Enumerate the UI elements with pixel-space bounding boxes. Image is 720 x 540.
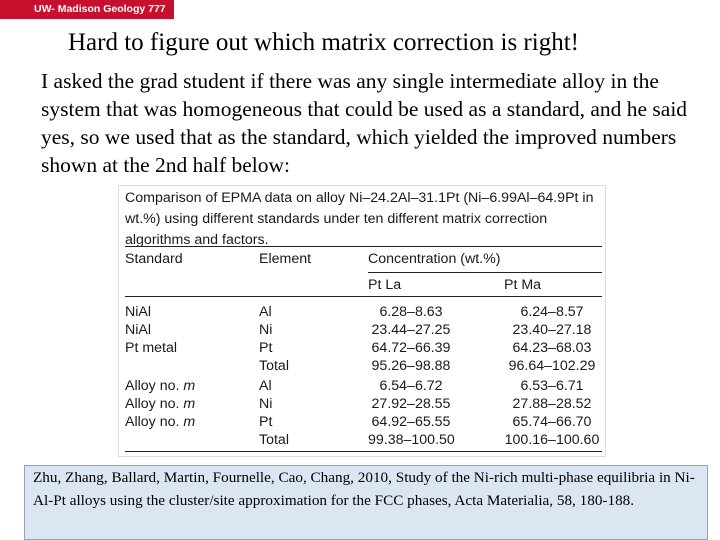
table-row (119, 303, 606, 321)
citation-text: Zhu, Zhang, Ballard, Martin, Fournelle, Cao, Chang, 2010, Study of the Ni-rich multi-phase equilibria in Ni-Al-Pt alloys using the cluster/site approximation for the FCC phases, Acta Materialia, 58, 180-188. (33, 469, 695, 509)
cell-standard-alloy-id: m (183, 396, 196, 412)
cell-pt-la: 6.54–6.72 (379, 378, 443, 394)
header-pt-ma: Pt Ma (504, 277, 542, 293)
cell-pt-la: 6.28–8.63 (379, 304, 443, 320)
cell-standard-text: Alloy no. (125, 414, 184, 430)
university-badge-text: UW- Madison Geology 777 (34, 3, 166, 15)
cell-standard-text: NiAl (125, 304, 152, 320)
cell-pt-ma: 6.24–8.57 (520, 304, 584, 320)
cell-standard-text: Pt metal (125, 340, 178, 356)
cell-pt-ma: 23.40–27.18 (512, 322, 592, 338)
cell-pt-ma: 96.64–102.29 (508, 358, 596, 374)
cell-standard (125, 339, 177, 357)
concentration-subrule (368, 272, 602, 273)
header-pt-la: Pt La (368, 277, 402, 293)
cell-pt-la: 64.72–66.39 (371, 340, 451, 356)
cell-standard (125, 395, 195, 413)
cell-pt-la: 95.26–98.88 (371, 358, 451, 374)
cell-standard (125, 413, 195, 431)
table-row (119, 357, 606, 375)
epma-comparison-table (118, 185, 606, 457)
table-caption: Comparison of EPMA data on alloy Ni–24.2Al–31.1Pt (Ni–6.99Al–64.9Pt in wt.%) using different standards under ten different matrix correction algorithms and factors. (125, 190, 594, 248)
cell-standard-text: Alloy no. (125, 378, 184, 394)
cell-pt-ma: 64.23–68.03 (512, 340, 592, 356)
cell-pt-ma: 65.74–66.70 (512, 414, 592, 430)
cell-pt-ma: 100.16–100.60 (504, 432, 600, 448)
cell-pt-la: 99.38–100.50 (368, 432, 455, 448)
header-standard: Standard (125, 251, 183, 267)
header-concentration: Concentration (wt.%) (368, 251, 501, 267)
cell-standard-alloy-id: m (183, 414, 196, 430)
cell-element: Al (259, 378, 272, 394)
university-badge (0, 0, 174, 19)
table-row (119, 339, 606, 357)
table-row (119, 395, 606, 413)
table-row (119, 413, 606, 431)
cell-element: Pt (259, 340, 273, 356)
cell-standard (125, 321, 151, 339)
cell-element: Total (259, 432, 289, 448)
cell-pt-la: 64.92–65.55 (371, 414, 451, 430)
cell-standard-alloy-id: m (183, 378, 196, 394)
citation-box (24, 465, 708, 540)
cell-pt-la: 27.92–28.55 (371, 396, 451, 412)
header-element: Element (259, 251, 312, 267)
table-bottom-rule (125, 451, 602, 452)
header-bottom-rule (125, 296, 602, 297)
table-row (119, 377, 606, 395)
cell-pt-la: 23.44–27.25 (371, 322, 451, 338)
cell-pt-ma: 6.53–6.71 (520, 378, 584, 394)
intro-paragraph: I asked the grad student if there was any single intermediate alloy in the system that was homogeneous that could be used as a standard, and he said yes, so we used that as the standard, which yielded the improved numbers shown at the 2nd half below: (41, 69, 688, 177)
cell-element: Pt (259, 414, 273, 430)
cell-standard-text: NiAl (125, 322, 152, 338)
cell-standard (125, 303, 151, 321)
cell-standard-text: Alloy no. (125, 396, 184, 412)
table-top-rule (125, 246, 602, 247)
cell-element: Ni (259, 396, 273, 412)
table-row (119, 321, 606, 339)
table-row (119, 431, 606, 449)
cell-standard (125, 377, 195, 395)
cell-element: Ni (259, 322, 273, 338)
cell-element: Total (259, 358, 289, 374)
slide-title: Hard to figure out which matrix correction is right! (68, 29, 579, 56)
cell-element: Al (259, 304, 272, 320)
cell-pt-ma: 27.88–28.52 (512, 396, 592, 412)
